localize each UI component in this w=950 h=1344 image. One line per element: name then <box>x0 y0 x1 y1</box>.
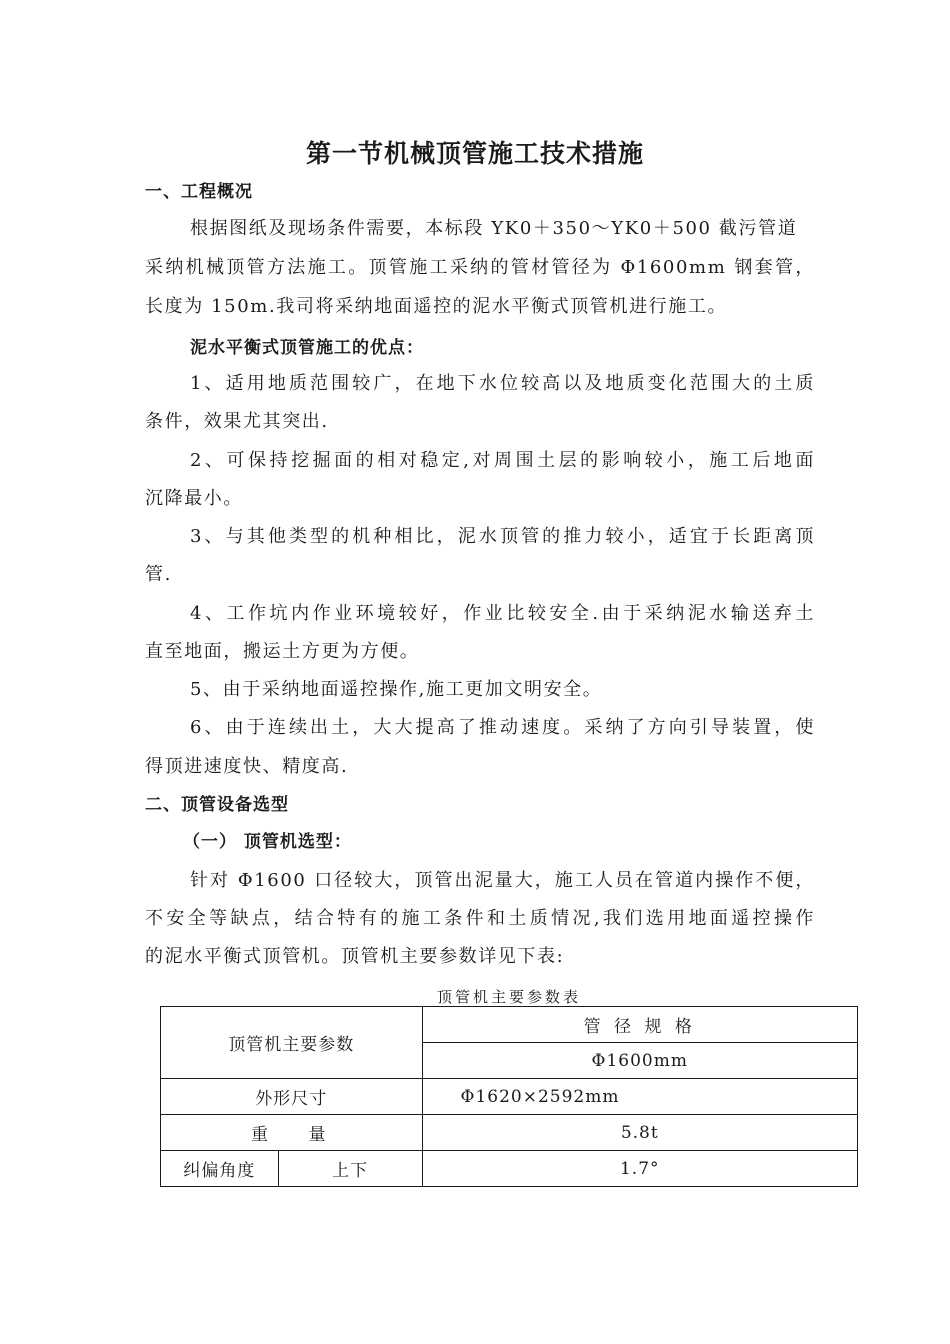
table-cell-value: 5.8t <box>422 1115 857 1151</box>
table-cell-label: 重 量 <box>161 1115 423 1151</box>
advantage-item-3-line-1: 3、与其他类型的机种相比，泥水顶管的推力较小，适宜于长距离顶 <box>190 526 815 547</box>
advantages-heading: 泥水平衡式顶管施工的优点： <box>190 338 424 358</box>
table-header-label: 顶管机主要参数 <box>161 1007 423 1079</box>
table-row <box>161 1115 858 1151</box>
section-heading-equipment: 二、顶管设备选型 <box>145 795 289 815</box>
advantage-item-4-line-1: 4、工作坑内作业环境较好，作业比较安全.由于采纳泥水输送弃土 <box>190 603 815 624</box>
advantage-item-1-line-2: 条件，效果尤其突出. <box>145 411 329 432</box>
advantage-item-2-line-1: 2、可保持挖掘面的相对稳定,对周围土层的影响较小，施工后地面 <box>190 450 815 471</box>
advantage-item-3-line-2: 管. <box>145 564 172 585</box>
overview-line-1: 根据图纸及现场条件需要，本标段 YK0＋350～YK0＋500 截污管道 <box>190 218 798 239</box>
section-heading-overview: 一、工程概况 <box>145 182 253 202</box>
table-header-spec-title: 管 径 规 格 <box>422 1007 857 1043</box>
advantage-item-5: 5、由于采纳地面遥控操作,施工更加文明安全。 <box>190 679 603 700</box>
advantage-item-6-line-2: 得顶进速度快、精度高. <box>145 756 349 777</box>
table-row <box>161 1151 858 1187</box>
table-cell-value: 1.7° <box>422 1151 857 1187</box>
table-cell-sublabel: 上下 <box>278 1151 422 1187</box>
table-header-spec-value: Φ1600mm <box>422 1043 857 1079</box>
table-row <box>161 1079 858 1115</box>
sub-heading-machine-selection: （一） 顶管机选型： <box>183 832 352 852</box>
advantage-item-1-line-1: 1、适用地质范围较广，在地下水位较高以及地质变化范围大的土质 <box>190 373 815 394</box>
table-cell-value: Φ1620×2592mm <box>422 1079 857 1115</box>
table-cell-label: 外形尺寸 <box>161 1079 423 1115</box>
advantage-item-6-line-1: 6、由于连续出土，大大提高了推动速度。采纳了方向引导装置，使 <box>190 717 815 738</box>
selection-line-3: 的泥水平衡式顶管机。顶管机主要参数详见下表: <box>145 946 565 967</box>
parameter-table <box>160 1006 858 1187</box>
table-cell-label: 纠偏角度 <box>161 1151 279 1187</box>
table-caption: 顶管机主要参数表 <box>436 988 581 1006</box>
overview-line-2: 采纳机械顶管方法施工。顶管施工采纳的管材管径为 Φ1600mm 钢套管， <box>145 257 815 278</box>
selection-line-2: 不安全等缺点，结合特有的施工条件和土质情况,我们选用地面遥控操作 <box>145 908 815 929</box>
table-header-row <box>161 1007 858 1043</box>
page-title: 第一节机械顶管施工技术措施 <box>305 139 644 168</box>
overview-line-3: 长度为 150m.我司将采纳地面遥控的泥水平衡式顶管机进行施工。 <box>145 296 728 317</box>
selection-line-1: 针对 Φ1600 口径较大，顶管出泥量大，施工人员在管道内操作不便， <box>190 870 815 891</box>
advantage-item-4-line-2: 直至地面，搬运土方更为方便。 <box>145 641 420 662</box>
advantage-item-2-line-2: 沉降最小。 <box>145 488 243 509</box>
